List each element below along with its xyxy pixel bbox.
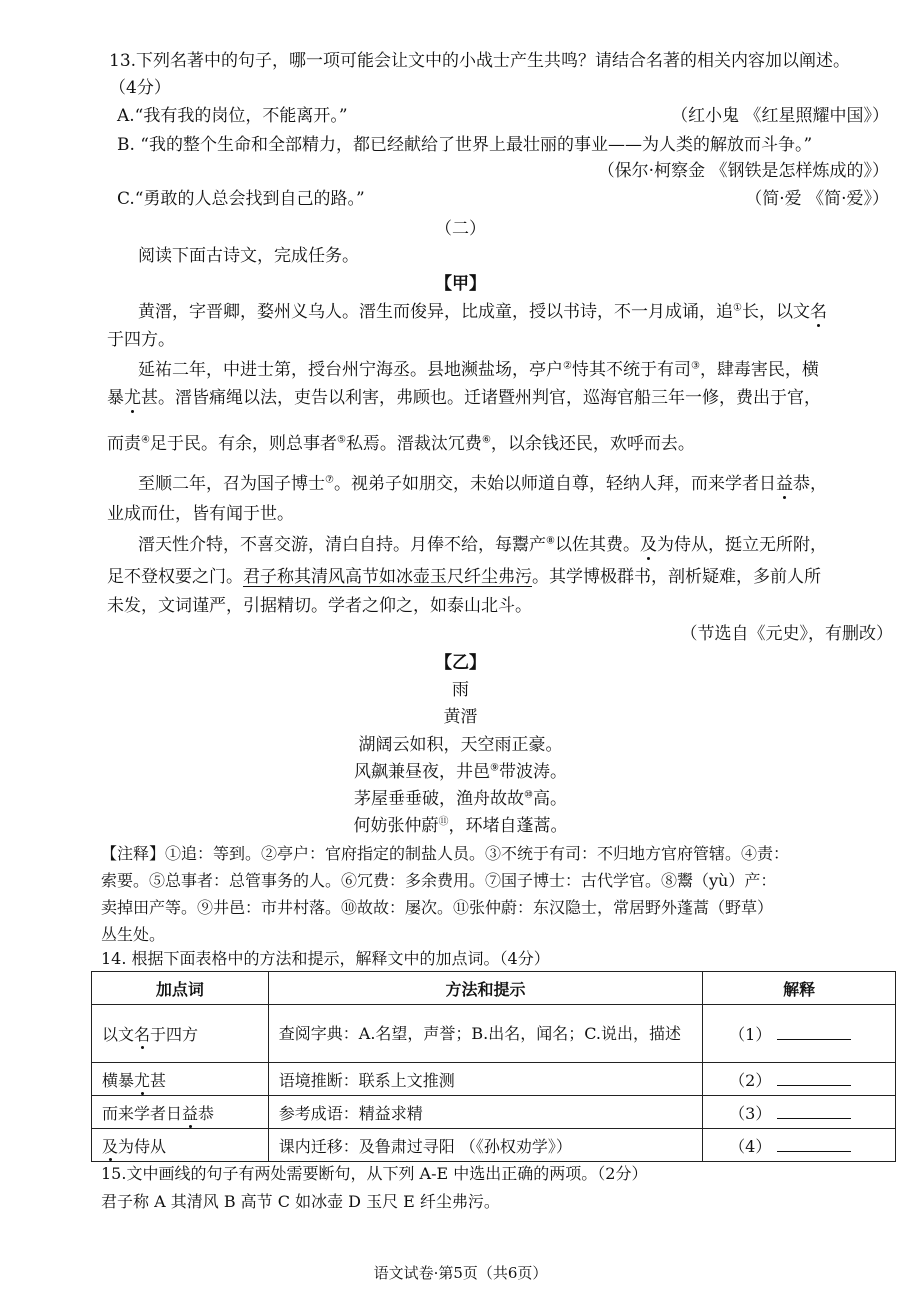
poem-line-2: 风飙兼昼夜，井邑⑨带波涛。 bbox=[354, 762, 567, 782]
q13-option-a-source: （红小鬼 《红星照耀中国》） bbox=[671, 106, 889, 126]
word-cell: 横暴尤甚 bbox=[92, 1063, 269, 1096]
poem-title: 雨 bbox=[452, 680, 469, 700]
q13-stem: 13.下列名著中的句子，哪一项可能会让文中的小战士产生共鸣？请结合名著的相关内容加以阐述。 bbox=[109, 51, 851, 71]
dotted-char: 及 bbox=[639, 535, 657, 555]
dotted-char: 尤 bbox=[124, 388, 141, 408]
section-intro: 阅读下面古诗文，完成任务。 bbox=[138, 246, 359, 266]
method-cell: 参考成语：精益求精 bbox=[268, 1096, 702, 1129]
word-cell: 以文名于四方 bbox=[92, 1005, 269, 1063]
notes-line-3: 卖掉田产等。⑨井邑：市井村落。⑩故故：屡次。⑪张仲蔚：东汉隐士，常居野外蓬蒿（野草） bbox=[101, 898, 774, 917]
answer-blank-3[interactable] bbox=[777, 1104, 851, 1119]
word-cell: 及为侍从 bbox=[92, 1129, 269, 1162]
poem-line-1: 湖阔云如积，天空雨正豪。 bbox=[358, 735, 563, 755]
dotted-char: 名 bbox=[809, 302, 827, 322]
q15-sentence: 君子称 A 其清风 B 高节 C 如冰壶 D 玉尺 E 纤尘弗污。 bbox=[101, 1192, 500, 1211]
jia-para4-line2: 足不登权要之门。君子称其清风高节如冰壶玉尺纤尘弗污。其学博极群书，剖析疑难，多前人所 bbox=[107, 567, 821, 587]
answer-blank-4[interactable] bbox=[777, 1137, 851, 1152]
poem-author: 黄溍 bbox=[443, 707, 478, 727]
q13-option-c-source: （简·爱 《简·爱》） bbox=[745, 189, 889, 209]
underlined-sentence: 君子称其清风高节如冰壶玉尺纤尘弗污 bbox=[243, 567, 532, 587]
q15-stem: 15.文中画线的句子有两处需要断句，从下列 A-E 中选出正确的两项。（2分） bbox=[101, 1164, 648, 1183]
jia-para4-line3: 未发，文词谨严，引据精切。学者之仰之，如泰山北斗。 bbox=[107, 596, 532, 616]
notes-line-2: 索要。⑤总事者：总管事务的人。⑥冗费：多余费用。⑦国子博士：古代学官。⑧鬻（yù）产： bbox=[101, 871, 777, 890]
q13-option-c: C.“勇敢的人总会找到自己的路。” bbox=[117, 189, 365, 209]
jia-para2-line3: 而责④足于民。有余，则总事者⑤私焉。溍裁汰冗费⑥，以余钱还民，欢呼而去。 bbox=[107, 434, 695, 454]
jia-heading: 【甲】 bbox=[435, 274, 486, 294]
table-row bbox=[92, 1005, 896, 1063]
answer-cell: （3） bbox=[703, 1096, 896, 1129]
yi-heading: 【乙】 bbox=[435, 653, 486, 673]
q14-table bbox=[91, 971, 896, 1162]
notes-line-1: 【注释】①追：等到。②亭户：官府指定的制盐人员。③不统于有司：不归地方官府管辖。④责： bbox=[101, 844, 790, 863]
jia-para3-line1: 至顺二年，召为国子博士⑦。视弟子如朋交，未始以师道自尊，轻纳人拜，而来学者日益恭， bbox=[138, 474, 827, 494]
table-row bbox=[92, 1063, 896, 1096]
notes-line-4: 丛生处。 bbox=[101, 925, 166, 944]
answer-cell: （2） bbox=[703, 1063, 896, 1096]
table-header-row bbox=[92, 972, 896, 1005]
page-footer: 语文试卷·第5页（共6页） bbox=[373, 1264, 548, 1282]
table-row bbox=[92, 1096, 896, 1129]
jia-para2-line2: 暴尤甚。溍皆痛绳以法，吏告以利害，弗顾也。迁诸暨州判官，巡海官船三年一修，费出于官， bbox=[107, 388, 821, 408]
jia-para1-line1: 黄溍，字晋卿，婺州义乌人。溍生而俊异，比成童，授以书诗，不一月成诵，追①长，以文名 bbox=[138, 302, 827, 322]
method-cell: 课内迁移：及鲁肃过寻阳 （《孙权劝学》） bbox=[268, 1129, 702, 1162]
answer-blank-1[interactable] bbox=[777, 1025, 851, 1040]
method-cell: 语境推断：联系上文推测 bbox=[268, 1063, 702, 1096]
q13-option-a: A.“我有我的岗位，不能离开。” bbox=[117, 106, 348, 126]
answer-blank-2[interactable] bbox=[777, 1071, 851, 1086]
jia-para2-line1: 延祐二年，中进士第，授台州宁海丞。县地濒盐场，亭户②恃其不统于有司③，肆毒害民，横 bbox=[138, 360, 819, 380]
q14-stem: 14. 根据下面表格中的方法和提示，解释文中的加点词。（4分） bbox=[101, 949, 550, 968]
q13-option-b-source: （保尔·柯察金 《钢铁是怎样炼成的》） bbox=[597, 161, 889, 181]
jia-para3-line2: 业成而仕，皆有闻于世。 bbox=[107, 504, 294, 524]
q13-score: （4分） bbox=[109, 78, 171, 98]
header-method: 方法和提示 bbox=[268, 972, 702, 1005]
q13-option-b: B. “我的整个生命和全部精力，都已经献给了世界上最壮丽的事业——为人类的解放而斗争。” bbox=[117, 135, 813, 155]
word-cell: 而来学者日益恭 bbox=[92, 1096, 269, 1129]
jia-para1-line2: 于四方。 bbox=[107, 330, 175, 350]
poem-line-4: 何妨张仲蔚⑪，环堵自蓬蒿。 bbox=[353, 816, 568, 836]
table-row bbox=[92, 1129, 896, 1162]
header-word: 加点词 bbox=[92, 972, 269, 1005]
answer-cell: （1） bbox=[703, 1005, 896, 1063]
section-heading: （二） bbox=[435, 219, 486, 239]
jia-para4-line1: 溍天性介特，不喜交游，清白自持。月俸不给，每鬻产⑧以佐其费。及为侍从，挺立无所附， bbox=[138, 535, 827, 555]
dotted-char: 益 bbox=[775, 474, 793, 494]
poem-line-3: 茅屋垂垂破，渔舟故故⑩高。 bbox=[354, 789, 567, 809]
jia-source: （节选自《元史》，有删改） bbox=[680, 624, 893, 644]
answer-cell: （4） bbox=[703, 1129, 896, 1162]
method-cell: 查阅字典：A.名望，声誉；B.出名，闻名；C.说出，描述 bbox=[268, 1005, 702, 1063]
header-answer: 解释 bbox=[703, 972, 896, 1005]
